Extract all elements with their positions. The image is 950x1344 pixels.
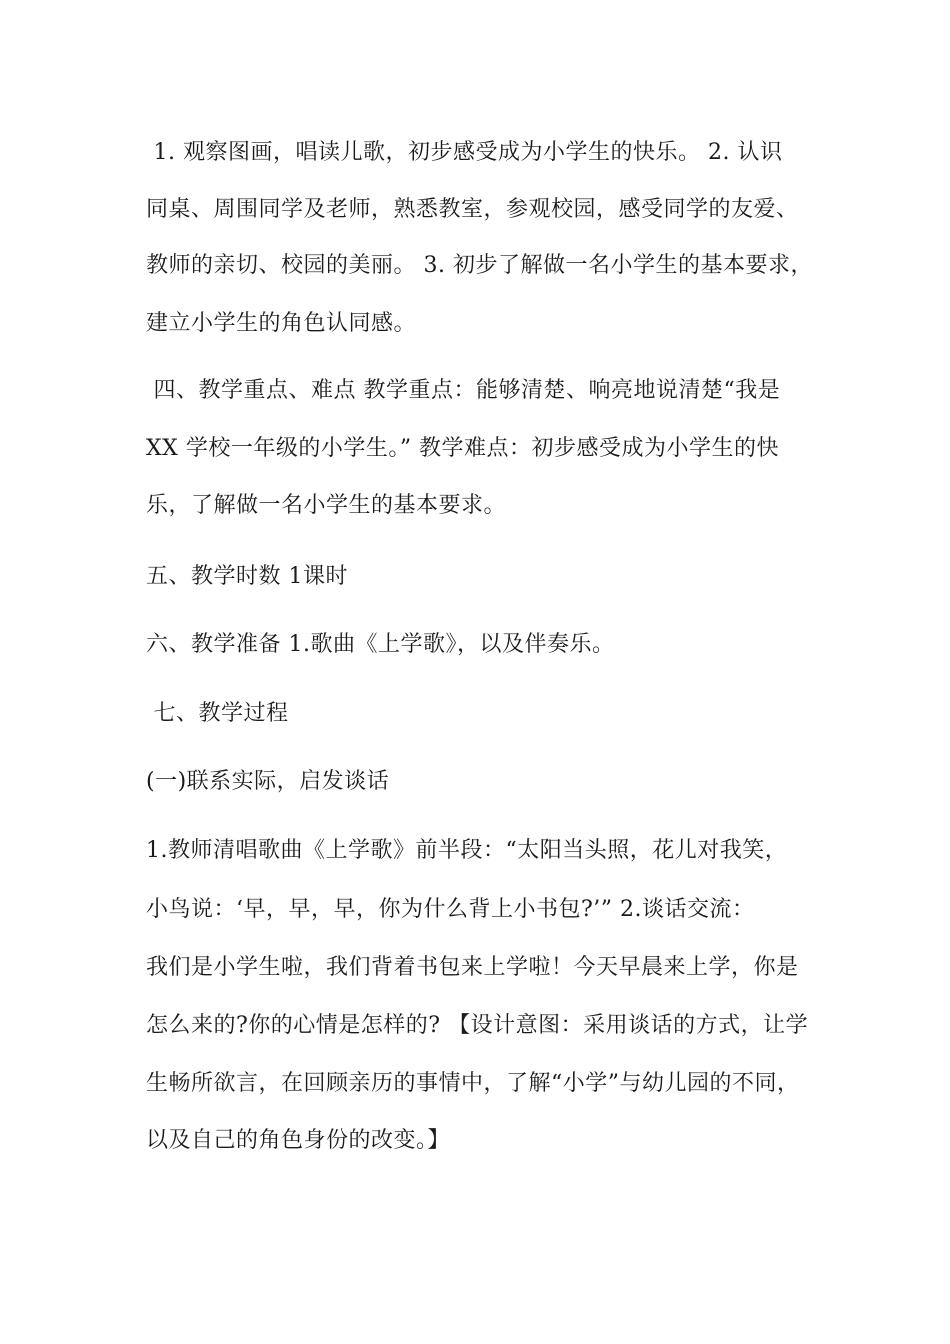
text-line: XX 学校一年级的小学生。” 教学难点：初步感受成为小学生的快 bbox=[146, 436, 780, 461]
text-line: 我们是小学生啦，我们背着书包来上学啦！今天早晨来上学，你是 bbox=[146, 955, 799, 980]
text-line: 乐，了解做一名小学生的基本要求。 bbox=[146, 493, 507, 518]
section-heading-line: 四、教学重点、难点 教学重点：能够清楚、响亮地说清楚“我是 bbox=[146, 378, 781, 403]
text-line: 以及自己的角色身份的改变。】 bbox=[146, 1128, 451, 1153]
text-line: 建立小学生的角色认同感。 bbox=[146, 311, 417, 336]
text-line: 同桌、周围同学及老师，熟悉教室，参观校园，感受同学的友爱、 bbox=[146, 197, 799, 222]
text-line: 1.教师清唱歌曲《上学歌》前半段：“太阳当头照，花儿对我笑， bbox=[146, 838, 788, 863]
subsection-heading-line: (一)联系实际，启发谈话 bbox=[146, 769, 390, 794]
text-line: 1. 观察图画，唱读儿歌，初步感受成为小学生的快乐。 2. 认识 bbox=[146, 140, 783, 165]
section-heading-line: 六、教学准备 1.歌曲《上学歌》，以及伴奏乐。 bbox=[146, 632, 615, 657]
text-line: 怎么来的?你的心情是怎样的? 【设计意图：采用谈话的方式，让学 bbox=[146, 1013, 809, 1038]
text-line: 小鸟说：‘早，早，早，你为什么背上小书包?’” 2.谈话交流： bbox=[146, 897, 755, 922]
text-line: 教师的亲切、校园的美丽。 3. 初步了解做一名小学生的基本要求， bbox=[146, 253, 813, 278]
text-line: 生畅所欲言，在回顾亲历的事情中，了解“小学”与幼儿园的不同， bbox=[146, 1071, 800, 1096]
section-heading-line: 五、教学时数 1课时 bbox=[146, 564, 348, 589]
section-heading-line: 七、教学过程 bbox=[146, 701, 289, 726]
